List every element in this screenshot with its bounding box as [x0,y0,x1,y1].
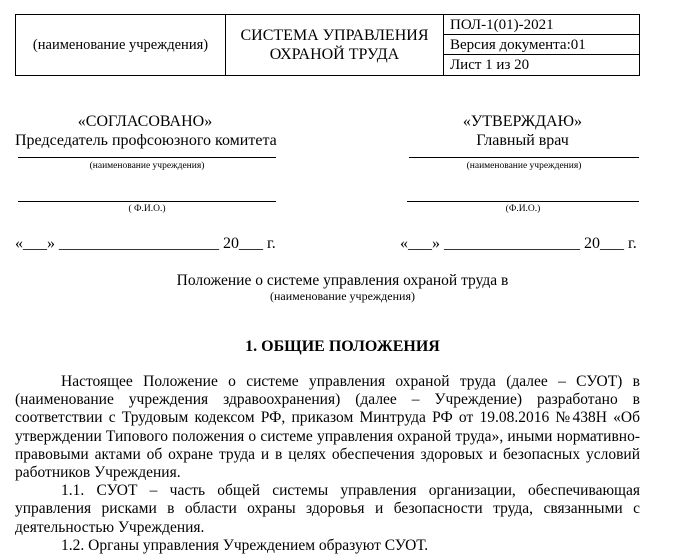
section-heading: 1. ОБЩИЕ ПОЛОЖЕНИЯ [245,338,440,355]
approval-left-date: «___» ____________________ 20___ г. [15,235,276,252]
approval-right-org-line [409,157,639,158]
header-org-cell [16,15,226,75]
document-title-hint: (наименование учреждения) [270,289,415,303]
approval-right-date: «___» _________________ 20___ г. [400,235,637,252]
paragraph-intro: Настоящее Положение о системе управления охраной труда (далее – СУОТ) в (наименование учреждения здравоохранения) (далее – Учреждение) разработано в соответствии с Трудовым кодексом РФ, приказом Минтруда РФ от 19.08.2016 №438Н «Об утверждении Типового положения о системе управления охраной труда», иными нормативно-правовыми актами об охране труда и в целях обеспечения здоровых и безопасных условий работников Учреждения. [15,373,640,482]
header-system-cell [226,15,444,75]
approval-right-name-line [407,201,639,202]
document-title: Положение о системе управления охраной труда в [176,272,509,289]
document-header-table [15,14,640,76]
header-meta-cell [444,15,639,75]
header-sheet: Лист 1 из 20 [450,57,530,73]
approval-left-name-line [18,201,276,202]
header-doc-version: Версия документа:01 [444,35,639,55]
approval-left-position: Председатель профсоюзного комитета [15,132,277,149]
approval-right-org-hint: (наименование учреждения) [466,161,582,171]
approval-right-name-hint: (Ф.И.О.) [505,204,541,214]
approval-left-org-hint: (наименование учреждения) [89,161,205,171]
approval-left-stamp: «СОГЛАСОВАНО» [77,113,213,130]
approval-left-org-line [18,157,276,158]
paragraph-1-1: 1.1. СУОТ – часть общей системы управления организации, обеспечивающая управления рисками в области охраны здоровья и безопасности труда, связанными с деятельностью Учреждения. [15,482,640,536]
approval-right-stamp: «УТВЕРЖДАЮ» [462,113,583,130]
approval-right-position: Главный врач [476,132,569,149]
header-system-title: СИСТЕМА УПРАВЛЕНИЯ ОХРАНОЙ ТРУДА [240,27,429,63]
header-org-placeholder: (наименование учреждения) [32,36,209,53]
paragraph-1-2: 1.2. Органы управления Учреждением образуют СУОТ. [61,536,429,554]
header-doc-code: ПОЛ-1(01)-2021 [444,15,639,35]
approval-left-name-hint: ( Ф.И.О.) [128,204,166,214]
section-body [15,373,640,555]
